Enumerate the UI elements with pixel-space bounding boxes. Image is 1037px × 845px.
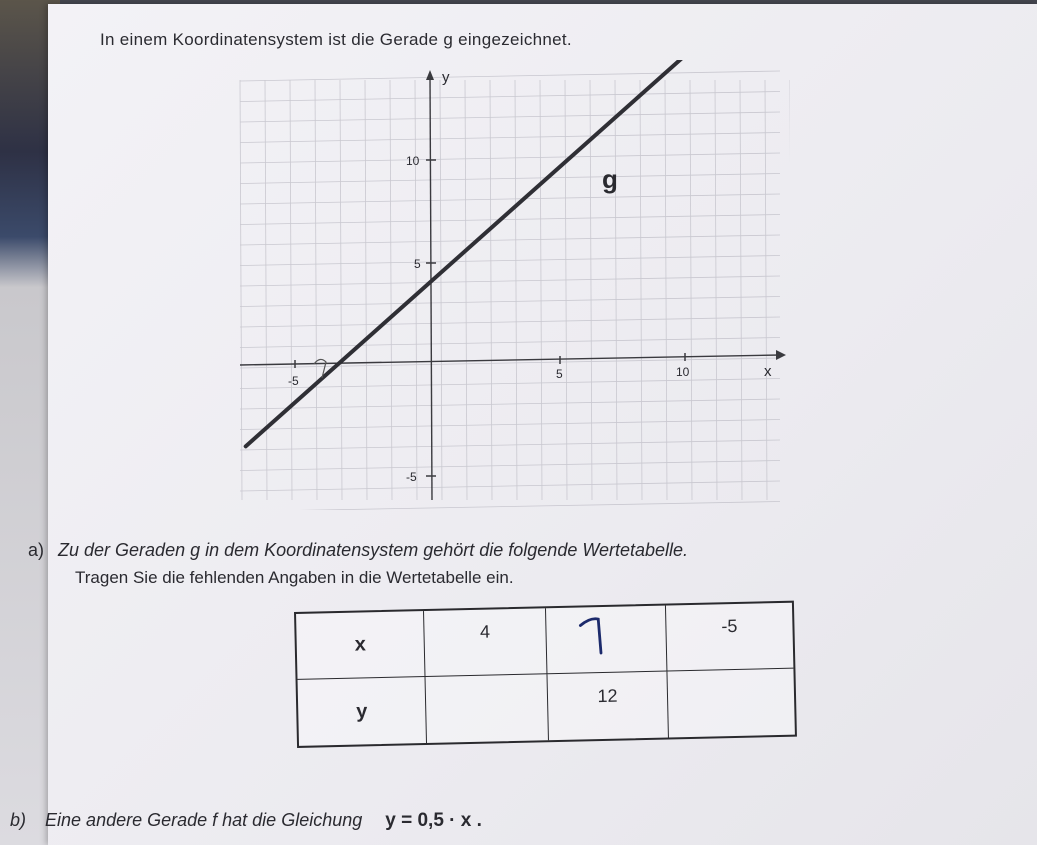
table-cell-y3[interactable] [667, 669, 794, 738]
value-table [294, 601, 797, 748]
grid-line [240, 215, 780, 225]
y-tick-label: 5 [414, 257, 421, 271]
grid-line [665, 80, 667, 500]
grid-line [240, 112, 780, 122]
coordinate-system [230, 60, 790, 510]
grid [240, 71, 790, 510]
task-b-label: b) [10, 810, 27, 830]
grid-line [615, 80, 617, 500]
table-cell-x2[interactable] [546, 606, 667, 675]
grid-line [715, 80, 717, 500]
grid-line [240, 153, 780, 163]
intro-text: In einem Koordinatensystem ist die Gerade g eingezeichnet. [100, 30, 572, 49]
grid-line [465, 80, 467, 500]
table-cell-x3[interactable] [666, 603, 793, 672]
x-axis-arrow-icon [776, 350, 786, 360]
grid-line [440, 80, 442, 500]
y-axis-label: y [442, 69, 450, 86]
grid-line [240, 297, 780, 307]
grid-line [290, 80, 292, 500]
grid-line [690, 80, 692, 500]
task-b-line [10, 810, 482, 832]
grid-line [340, 80, 342, 500]
grid-line [240, 399, 780, 409]
table-cell-y2[interactable] [547, 672, 668, 741]
line-g-label: g [602, 164, 618, 194]
grid-line [240, 338, 780, 348]
grid-line [415, 80, 417, 500]
table-header-x: x [296, 611, 425, 680]
x-axis-label: x [764, 363, 772, 380]
table-value: -5 [721, 615, 738, 637]
grid-line [240, 133, 780, 143]
table-cell-x1[interactable] [424, 608, 547, 677]
task-a-label: a) [28, 540, 45, 560]
axes [240, 70, 786, 500]
task-b-text: Eine andere Gerade f hat die Gleichung [45, 810, 363, 830]
table-header-y: y [298, 677, 427, 746]
grid-line [240, 440, 780, 450]
grid-line [365, 80, 367, 500]
grid-line [240, 174, 780, 184]
grid-line [390, 80, 392, 500]
grid-line [240, 502, 780, 511]
grid-line [540, 80, 542, 500]
task-b-equation: y = 0,5 · x . [385, 810, 482, 831]
grid-line [265, 80, 267, 500]
grid-line [565, 80, 567, 500]
table-cell-y1[interactable] [426, 674, 549, 743]
grid-line [240, 461, 780, 471]
grid-line [740, 80, 742, 500]
grid-line [240, 317, 780, 327]
grid-line [515, 80, 517, 500]
grid-line [240, 256, 780, 266]
grid-line [240, 235, 780, 245]
table-value: 4 [479, 621, 491, 642]
grid-line [240, 481, 780, 491]
y-axis-arrow-icon [426, 70, 434, 80]
grid-line [240, 80, 242, 500]
task-a-text: Zu der Geraden g in dem Koordinatensystem gehört die folgende Wertetabelle. [58, 540, 689, 560]
x-tick-label: 5 [556, 367, 563, 381]
grid-line [590, 80, 592, 500]
y-tick-label: -5 [406, 470, 417, 484]
grid-line [240, 92, 780, 102]
x-tick-label: 10 [676, 365, 690, 379]
table-value: 12 [597, 685, 618, 706]
task-a-line2: Tragen Sie die fehlenden Angaben in die Wertetabelle ein. [75, 568, 514, 587]
grid-line [240, 276, 780, 286]
x-tick-label: -5 [288, 374, 299, 388]
grid-line [240, 420, 780, 430]
grid-line [240, 194, 780, 204]
task-a-line1 [28, 540, 688, 561]
y-tick-label: 10 [406, 154, 420, 168]
handwritten-one-icon [576, 615, 617, 656]
grid-line [765, 80, 767, 500]
grid-line [640, 80, 642, 500]
grid-line [315, 80, 317, 500]
grid-line [490, 80, 492, 500]
grid-line [240, 71, 780, 81]
